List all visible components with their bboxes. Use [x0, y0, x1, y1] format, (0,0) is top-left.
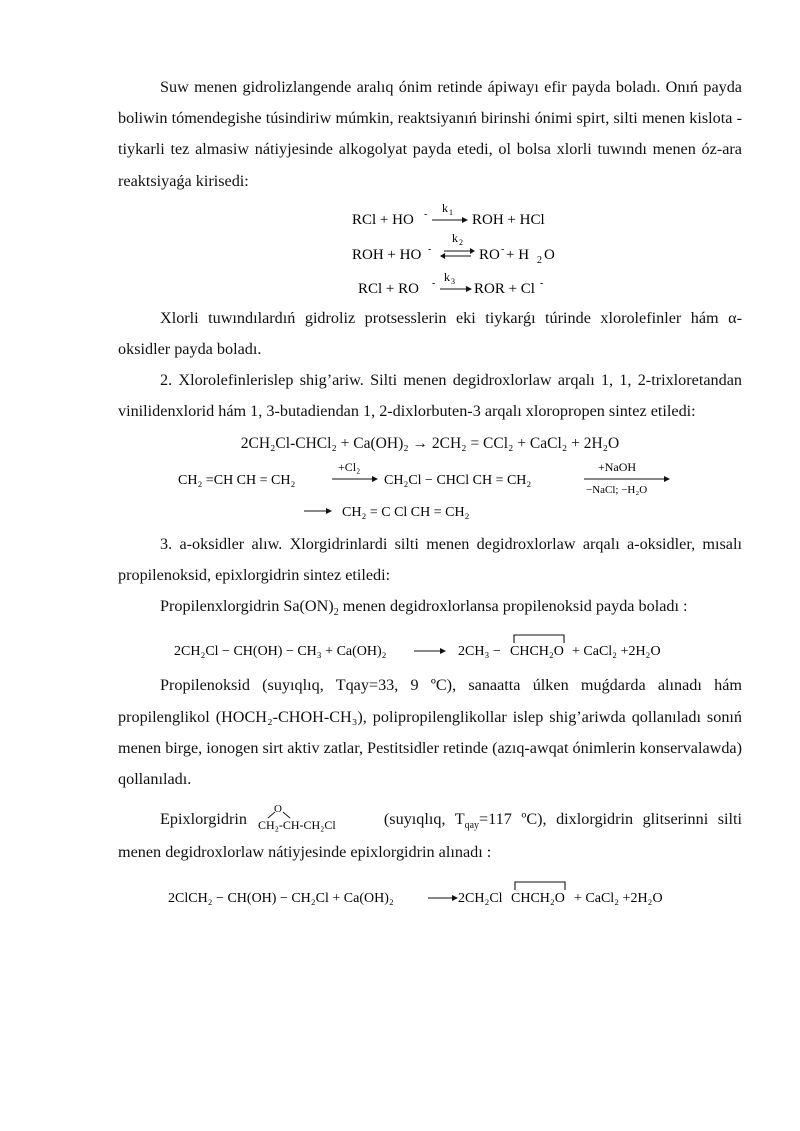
- reaction-3-left: RCl + RO: [358, 280, 419, 297]
- paragraph-epichlorohydrin: [118, 803, 742, 869]
- epichlorohydrin-formula: CH₂-CH-CH₂Cl: [258, 817, 337, 832]
- epichlorohydrin-reaction-ring: CHCH₂O: [511, 891, 565, 907]
- reaction-1-arrowhead: [462, 217, 468, 223]
- epichlorohydrin-structure: [256, 802, 374, 834]
- reaction-3-arrowhead: [466, 286, 472, 292]
- reaction-1-charge: -: [424, 208, 428, 220]
- reaction-2-charge: -: [428, 243, 432, 255]
- reaction-2-right-charge: -: [501, 243, 505, 255]
- reaction-2-k: k: [452, 230, 458, 245]
- reaction-1-k: k: [442, 200, 448, 215]
- propylene-oxide-right-c: + CaCl₂ +2H₂O: [572, 644, 661, 660]
- epichlorohydrin-text-rest: =117 ºC), dixlorgidrin glitserinni silti menen degidroxlorlaw nátiyjesinde epixlorgidrin alınadı :: [118, 810, 743, 862]
- reaction-scheme-svg: [118, 197, 742, 303]
- propylene-chlorohydrin-sub: 2: [333, 607, 339, 619]
- reaction-1-k-index: 1: [449, 207, 453, 217]
- epichlorohydrin-reaction-ring-bond: [515, 882, 565, 890]
- epichlorohydrin-reaction-right-c: + CaCl₂ +2H₂O: [574, 891, 663, 907]
- reaction-1-left: RCl + HO: [352, 211, 414, 228]
- epichlorohydrin-props: (suyıqlıq, T: [383, 810, 465, 829]
- butadiene-intermediate: CH₂Cl − CHCl CH = CH₂: [384, 472, 532, 488]
- reaction-2-right-c: O: [544, 246, 555, 263]
- reaction-2-arrowhead-back: [440, 253, 445, 259]
- propylene-oxide-svg: [118, 622, 742, 668]
- paragraph-propylene-oxide-uses: Propilenoksid (suyıqlıq, Tqay=33, 9 ºC), sanaatta úlken muǵdarda alınadı hám propilenglikol (HOCH₂-CHOH-CH₃), polipropilenglikollar islep shig’ariwda qollanıladı sonıń menen birge, ionogen sirt aktiv zatlar, Pestitsidler retinde (azıq-awqat ónimlerin konservalawda) qollanıladı.: [118, 676, 742, 789]
- butadiene-arrowhead-2: [664, 476, 670, 482]
- propylene-oxide-ring-bond: [514, 635, 564, 643]
- butadiene-scheme-svg: [118, 459, 742, 523]
- reaction-2-right-b: + H: [506, 246, 530, 263]
- paragraph-hydrolysis-types: Xlorli tuwındılardıń gidroliz protsesslerin eki tiykarǵı túrinde xlorolefinler hám α-oksidler payda boladı.: [118, 308, 742, 359]
- epichlorohydrin-oxygen: O: [274, 802, 283, 815]
- reaction-3-right-charge: -: [540, 277, 544, 289]
- equation-vinylidene-chloride: 2CH₂Cl-CHCl₂ + Ca(OH)₂ → 2CH₂ = CCl₂ + CaCl₂ + 2H₂O: [240, 434, 620, 452]
- epichlorohydrin-reaction-right-a: 2CH₂Cl: [458, 891, 503, 907]
- reaction-3-k: k: [444, 269, 450, 284]
- reaction-1-right: ROH + HCl: [472, 211, 545, 228]
- reaction-3-charge: -: [432, 277, 436, 289]
- butadiene-arrowhead-3: [326, 508, 332, 514]
- reaction-2-right-a: RO: [479, 246, 500, 263]
- reaction-block-epichlorohydrin: [118, 869, 742, 915]
- butadiene-reagent-cl2: +Cl₂: [338, 459, 361, 474]
- butadiene-reagent-naoh: +NaOH: [598, 459, 637, 474]
- butadiene-result: CH₂ = C Cl CH = CH₂: [342, 504, 470, 520]
- epichlorohydrin-label: Epixlorgidrin: [160, 810, 247, 829]
- reaction-block-alkoxide: [118, 197, 742, 303]
- paragraph-hydrolysis-intro: Suw menen gidrolizlangende aralıq ónim retinde ápiwayı efir payda boladı. Onıń payda boliwin tómendegishe túsindiriw múmkin, reaktsiyanıń birinshi ónimi spirt, silti menen kislota -tiykarli tez almasiw nátiyjesinde alkogolyat payda etedi, ol bolsa xlorli tuwındı menen óz-ara reaktsiyaǵa kirisedi:: [118, 78, 742, 190]
- epichlorohydrin-reaction-left: 2ClCH₂ − CH(OH) − CH₂Cl + Ca(OH)₂: [168, 891, 394, 907]
- butadiene-arrowhead-1: [372, 476, 378, 482]
- butadiene-left: CH₂ =CH CH = CH₂: [178, 472, 296, 488]
- propylene-oxide-arrowhead: [440, 648, 446, 654]
- reaction-2-arrowhead-forward: [470, 248, 475, 254]
- reaction-3-right: ROR + Cl: [474, 280, 535, 297]
- epichlorohydrin-structure-svg: [256, 802, 374, 832]
- paragraph-propylene-chlorohydrin: [118, 591, 742, 622]
- propylene-oxide-ring: CHCH₂O: [510, 644, 564, 660]
- propylene-oxide-right-a: 2CH₃ −: [458, 644, 501, 660]
- paragraph-chloroolefins: 2. Xlorolefinlerislep shig’ariw. Silti menen degidroxlorlaw arqalı 1, 1, 2-trixloretandan vinilidenxlorid hám 1, 3-butadiendan 1, 2-dixlorbuten-3 arqalı xloropropen sintez etiledi:: [118, 371, 742, 421]
- reaction-block-butadiene: [118, 459, 742, 523]
- reaction-2-left: ROH + HO: [352, 246, 422, 263]
- reaction-3-k-index: 3: [451, 276, 455, 286]
- reaction-2-k-index: 2: [459, 237, 463, 247]
- propylene-chlorohydrin-text-rest: menen degidroxlorlansa propilenoksid payda boladı :: [338, 597, 688, 616]
- epichlorohydrin-tqay-sub: qay: [464, 820, 480, 832]
- epichlorohydrin-reaction-svg: [118, 869, 742, 915]
- propylene-chlorohydrin-text: Propilenxlorgidrin Sa(ON): [160, 597, 334, 616]
- paragraph-alpha-oxides: 3. a-oksidler alıw. Xlorgidrinlardi silti menen degidroxlorlaw arqalı a-oksidler, mısalı propilenoksid, epixlorgidrin sintez etiledi:: [118, 534, 742, 585]
- reaction-2-right-sub: 2: [537, 254, 542, 266]
- butadiene-byproducts: −NaCl; −H₂O: [586, 483, 648, 496]
- propylene-oxide-left: 2CH₂Cl − CH(OH) − CH₃ + Ca(OH)₂: [174, 644, 387, 660]
- document-page: [118, 72, 742, 915]
- reaction-block-propylene-oxide: [118, 622, 742, 668]
